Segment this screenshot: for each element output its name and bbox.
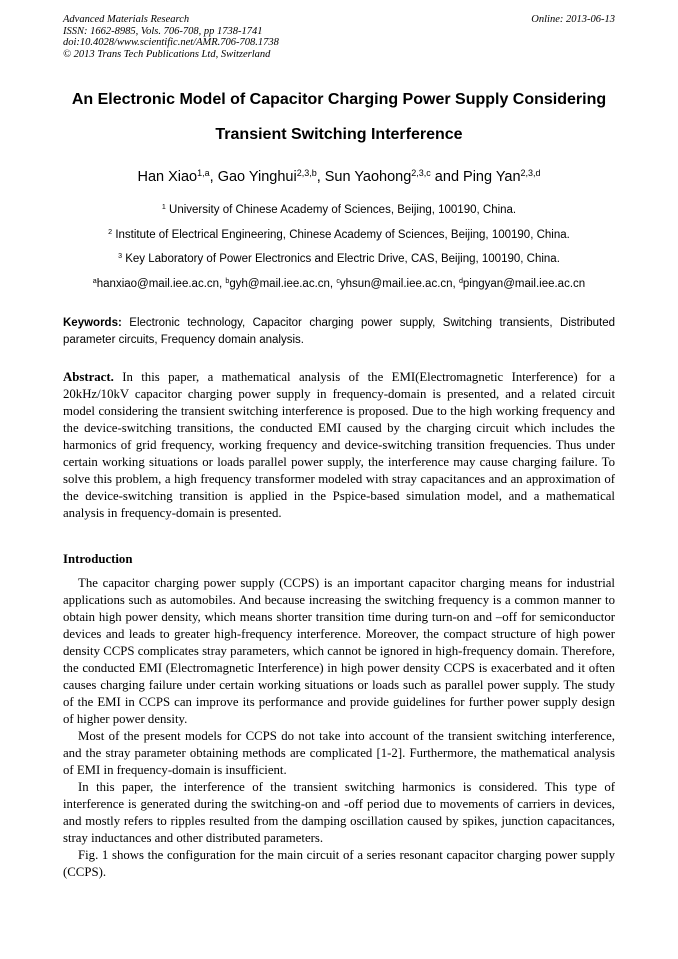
online-date — [531, 14, 615, 26]
keywords-label: Keywords: — [63, 317, 122, 329]
author-affiliation-marker: 2,3,d — [520, 168, 541, 179]
email-address: gyh@mail.iee.ac.cn, — [229, 278, 337, 290]
affiliation-text: Key Laboratory of Power Electronics and Electric Drive, CAS, Beijing, 100190, China. — [122, 253, 560, 265]
abstract-paragraph — [63, 369, 615, 522]
journal-header — [63, 14, 279, 60]
email-marker: d — [458, 277, 463, 286]
author-separator: , — [209, 169, 218, 185]
email-address: yhsun@mail.iee.ac.cn, — [339, 278, 459, 290]
author-separator: , — [316, 169, 325, 185]
email-address: pingyan@mail.iee.ac.cn — [462, 278, 586, 290]
journal-name: Advanced Materials Research — [63, 14, 190, 25]
author-affiliation-marker: 2,3,c — [411, 168, 431, 179]
introduction-heading: Introduction — [63, 552, 133, 566]
online-date-text: Online: 2013-06-13 — [531, 14, 615, 25]
email-marker: c — [336, 277, 340, 286]
email-address: hanxiao@mail.iee.ac.cn, — [96, 278, 226, 290]
affiliation-marker: 1 — [161, 203, 166, 212]
body-paragraph: The capacitor charging power supply (CCPS) is an important capacitor charging means for industrial applications such as automobiles. And because increasing the switching frequency is a common manner to obtain high power density, which means shorter transition time during turn-on and –off for semiconductor devices and leads to greater high-frequency interference. Moreover, the compact structure of high power density CCPS complicates stray parameters, which cannot be ignored in high-frequency domain. Therefore, the conducted EMI (Electromagnetic Interference) in high power density CCPS is exacerbated and it often causes charging failure under certain working situations or loads such as parallel power supply. The study of the EMI in CCPS can improve its performance and provide guidelines for further power supply design of higher power density. — [63, 576, 615, 726]
author-name: Gao Yinghui — [217, 169, 297, 185]
affiliation-marker: 3 — [118, 252, 123, 261]
issn-line: ISSN: 1662-8985, Vols. 706-708, pp 1738-1741 — [63, 25, 263, 37]
author-affiliation-marker: 1,a — [197, 168, 210, 179]
copyright-line: © 2013 Trans Tech Publications Ltd, Switzerland — [63, 48, 271, 60]
abstract-text: In this paper, a mathematical analysis of the EMI(Electromagnetic Interference) for a 20kHz/10kV capacitor charging power supply in frequency-domain is presented, and a related circuit model considering the transient switching interference is proposed. Due to the high working frequency and the device-switching transitions, the conducted EMI caused by the charging circuit which includes the harmonics of grid frequency, working frequency and device-switching transition frequencies. Thus under certain working situations or loads parallel power supply, the interference may cause charging failure. To solve this problem, a high frequency transformer modeled with stray capacitances and an approximation of the device-switching transition is applied in the Pspice-based simulation model, and a mathematical analysis in frequency-domain is presented. — [63, 370, 615, 520]
introduction-body — [63, 575, 615, 881]
keywords-paragraph — [63, 315, 615, 349]
paper-title-line-1: An Electronic Model of Capacitor Charging Power Supply Considering — [71, 91, 607, 108]
author-affiliation-marker: 2,3,b — [296, 168, 317, 179]
email-list — [30, 277, 648, 291]
author-separator: and — [430, 169, 464, 185]
email-marker: b — [225, 277, 230, 286]
affiliation-text: Institute of Electrical Engineering, Chinese Academy of Sciences, Beijing, 100190, China. — [112, 229, 570, 241]
email-marker: a — [92, 277, 97, 286]
author-name: Sun Yaohong — [324, 169, 412, 185]
author-list — [40, 167, 638, 187]
author-name: Ping Yan — [463, 169, 521, 185]
affiliation — [30, 252, 648, 266]
affiliation — [30, 228, 648, 242]
body-paragraph: Fig. 1 shows the configuration for the main circuit of a series resonant capacitor charging power supply (CCPS). — [63, 848, 615, 879]
affiliation-marker: 2 — [108, 228, 113, 237]
abstract-label: Abstract. — [63, 370, 114, 384]
body-paragraph: Most of the present models for CCPS do not take into account of the transient switching interference, and the stray parameter obtaining methods are complicated [1-2]. Furthermore, the mathematical analysis of EMI in frequency-domain is insufficient. — [63, 729, 615, 777]
doi-line: doi:10.4028/www.scientific.net/AMR.706-708.1738 — [63, 37, 279, 48]
paper-title-line-2: Transient Switching Interference — [215, 126, 463, 143]
affiliation — [30, 203, 648, 217]
author-name: Han Xiao — [137, 169, 198, 185]
keywords-text: Electronic technology, Capacitor charging power supply, Switching transients, Distributed parameter circuits, Frequency domain analysis. — [63, 317, 615, 346]
affiliation-text: University of Chinese Academy of Sciences, Beijing, 100190, China. — [165, 204, 517, 216]
body-paragraph: In this paper, the interference of the transient switching harmonics is considered. This type of interference is generated during the switching-on and -off period due to movements of carriers in devices, and mostly refers to ripples resulted from the damping oscillation caused by spikes, junction capacitances, stray inductances and other distributed parameters. — [63, 780, 615, 845]
